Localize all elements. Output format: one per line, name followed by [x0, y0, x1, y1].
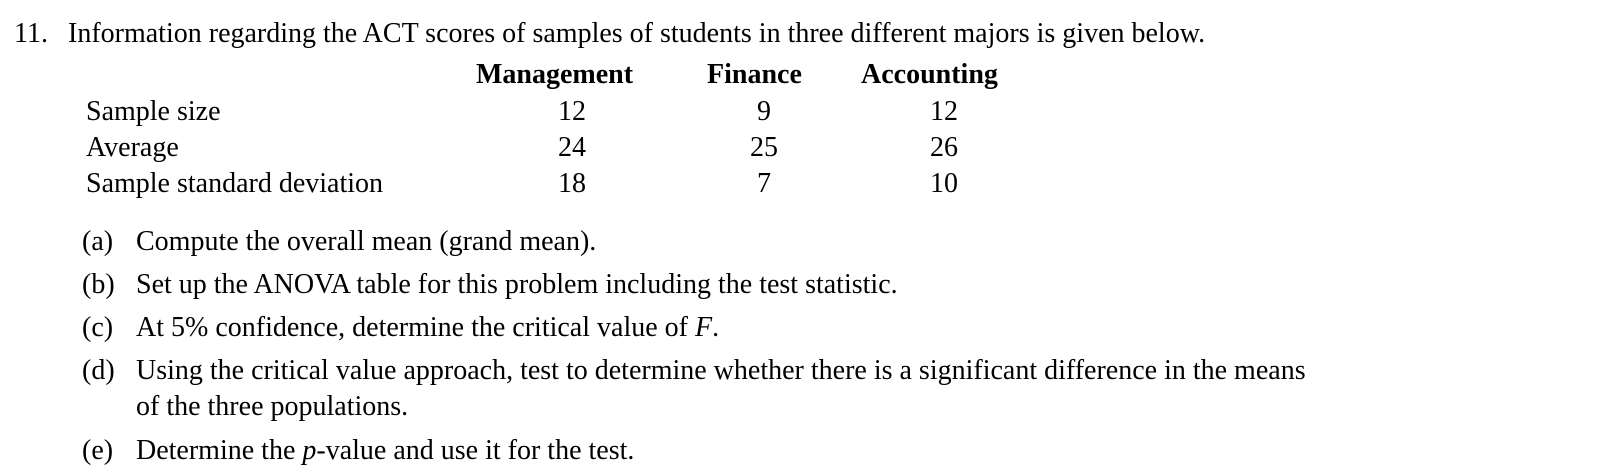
part-e-letter: (e)	[82, 435, 114, 466]
part-e-text	[136, 437, 634, 465]
part-c-text-before: At 5% confidence, determine the critical value of	[136, 312, 695, 343]
cell-sample-size-accounting: 12	[930, 96, 958, 127]
part-a-text: Compute the overall mean (grand mean).	[136, 226, 597, 257]
cell-std-dev-finance: 7	[757, 168, 771, 199]
part-d-letter: (d)	[82, 355, 115, 386]
part-b-letter: (b)	[82, 269, 115, 300]
column-header-management: Management	[476, 59, 634, 90]
row-label-sample-size: Sample size	[86, 96, 221, 127]
cell-average-management: 24	[558, 132, 586, 163]
part-e-text-before: Determine the	[136, 435, 303, 466]
part-b-text: Set up the ANOVA table for this problem including the test statistic.	[136, 269, 898, 300]
cell-std-dev-management: 18	[558, 168, 586, 199]
part-c-text-after: .	[712, 312, 720, 343]
part-d-text-line1: Using the critical value approach, test to determine whether there is a significant difference in the means	[136, 355, 1306, 386]
part-e-text-after: -value and use it for the test.	[316, 435, 635, 466]
cell-average-finance: 25	[750, 132, 778, 163]
question-intro: Information regarding the ACT scores of samples of students in three different majors is given below.	[68, 18, 1206, 49]
part-a-letter: (a)	[82, 226, 114, 257]
column-header-finance: Finance	[707, 59, 802, 90]
cell-std-dev-accounting: 10	[930, 168, 958, 199]
part-c-variable-f: F	[694, 312, 713, 343]
part-c-letter: (c)	[82, 312, 114, 343]
part-d-text-line2: of the three populations.	[136, 391, 409, 422]
column-header-accounting: Accounting	[861, 59, 998, 90]
cell-sample-size-management: 12	[558, 96, 586, 127]
part-e-variable-p: p	[302, 435, 317, 466]
question-number: 11.	[14, 18, 48, 49]
row-label-average: Average	[86, 132, 179, 163]
cell-sample-size-finance: 9	[757, 96, 771, 127]
cell-average-accounting: 26	[930, 132, 958, 163]
row-label-sample-standard-deviation: Sample standard deviation	[86, 168, 384, 199]
part-c-text	[136, 314, 719, 342]
